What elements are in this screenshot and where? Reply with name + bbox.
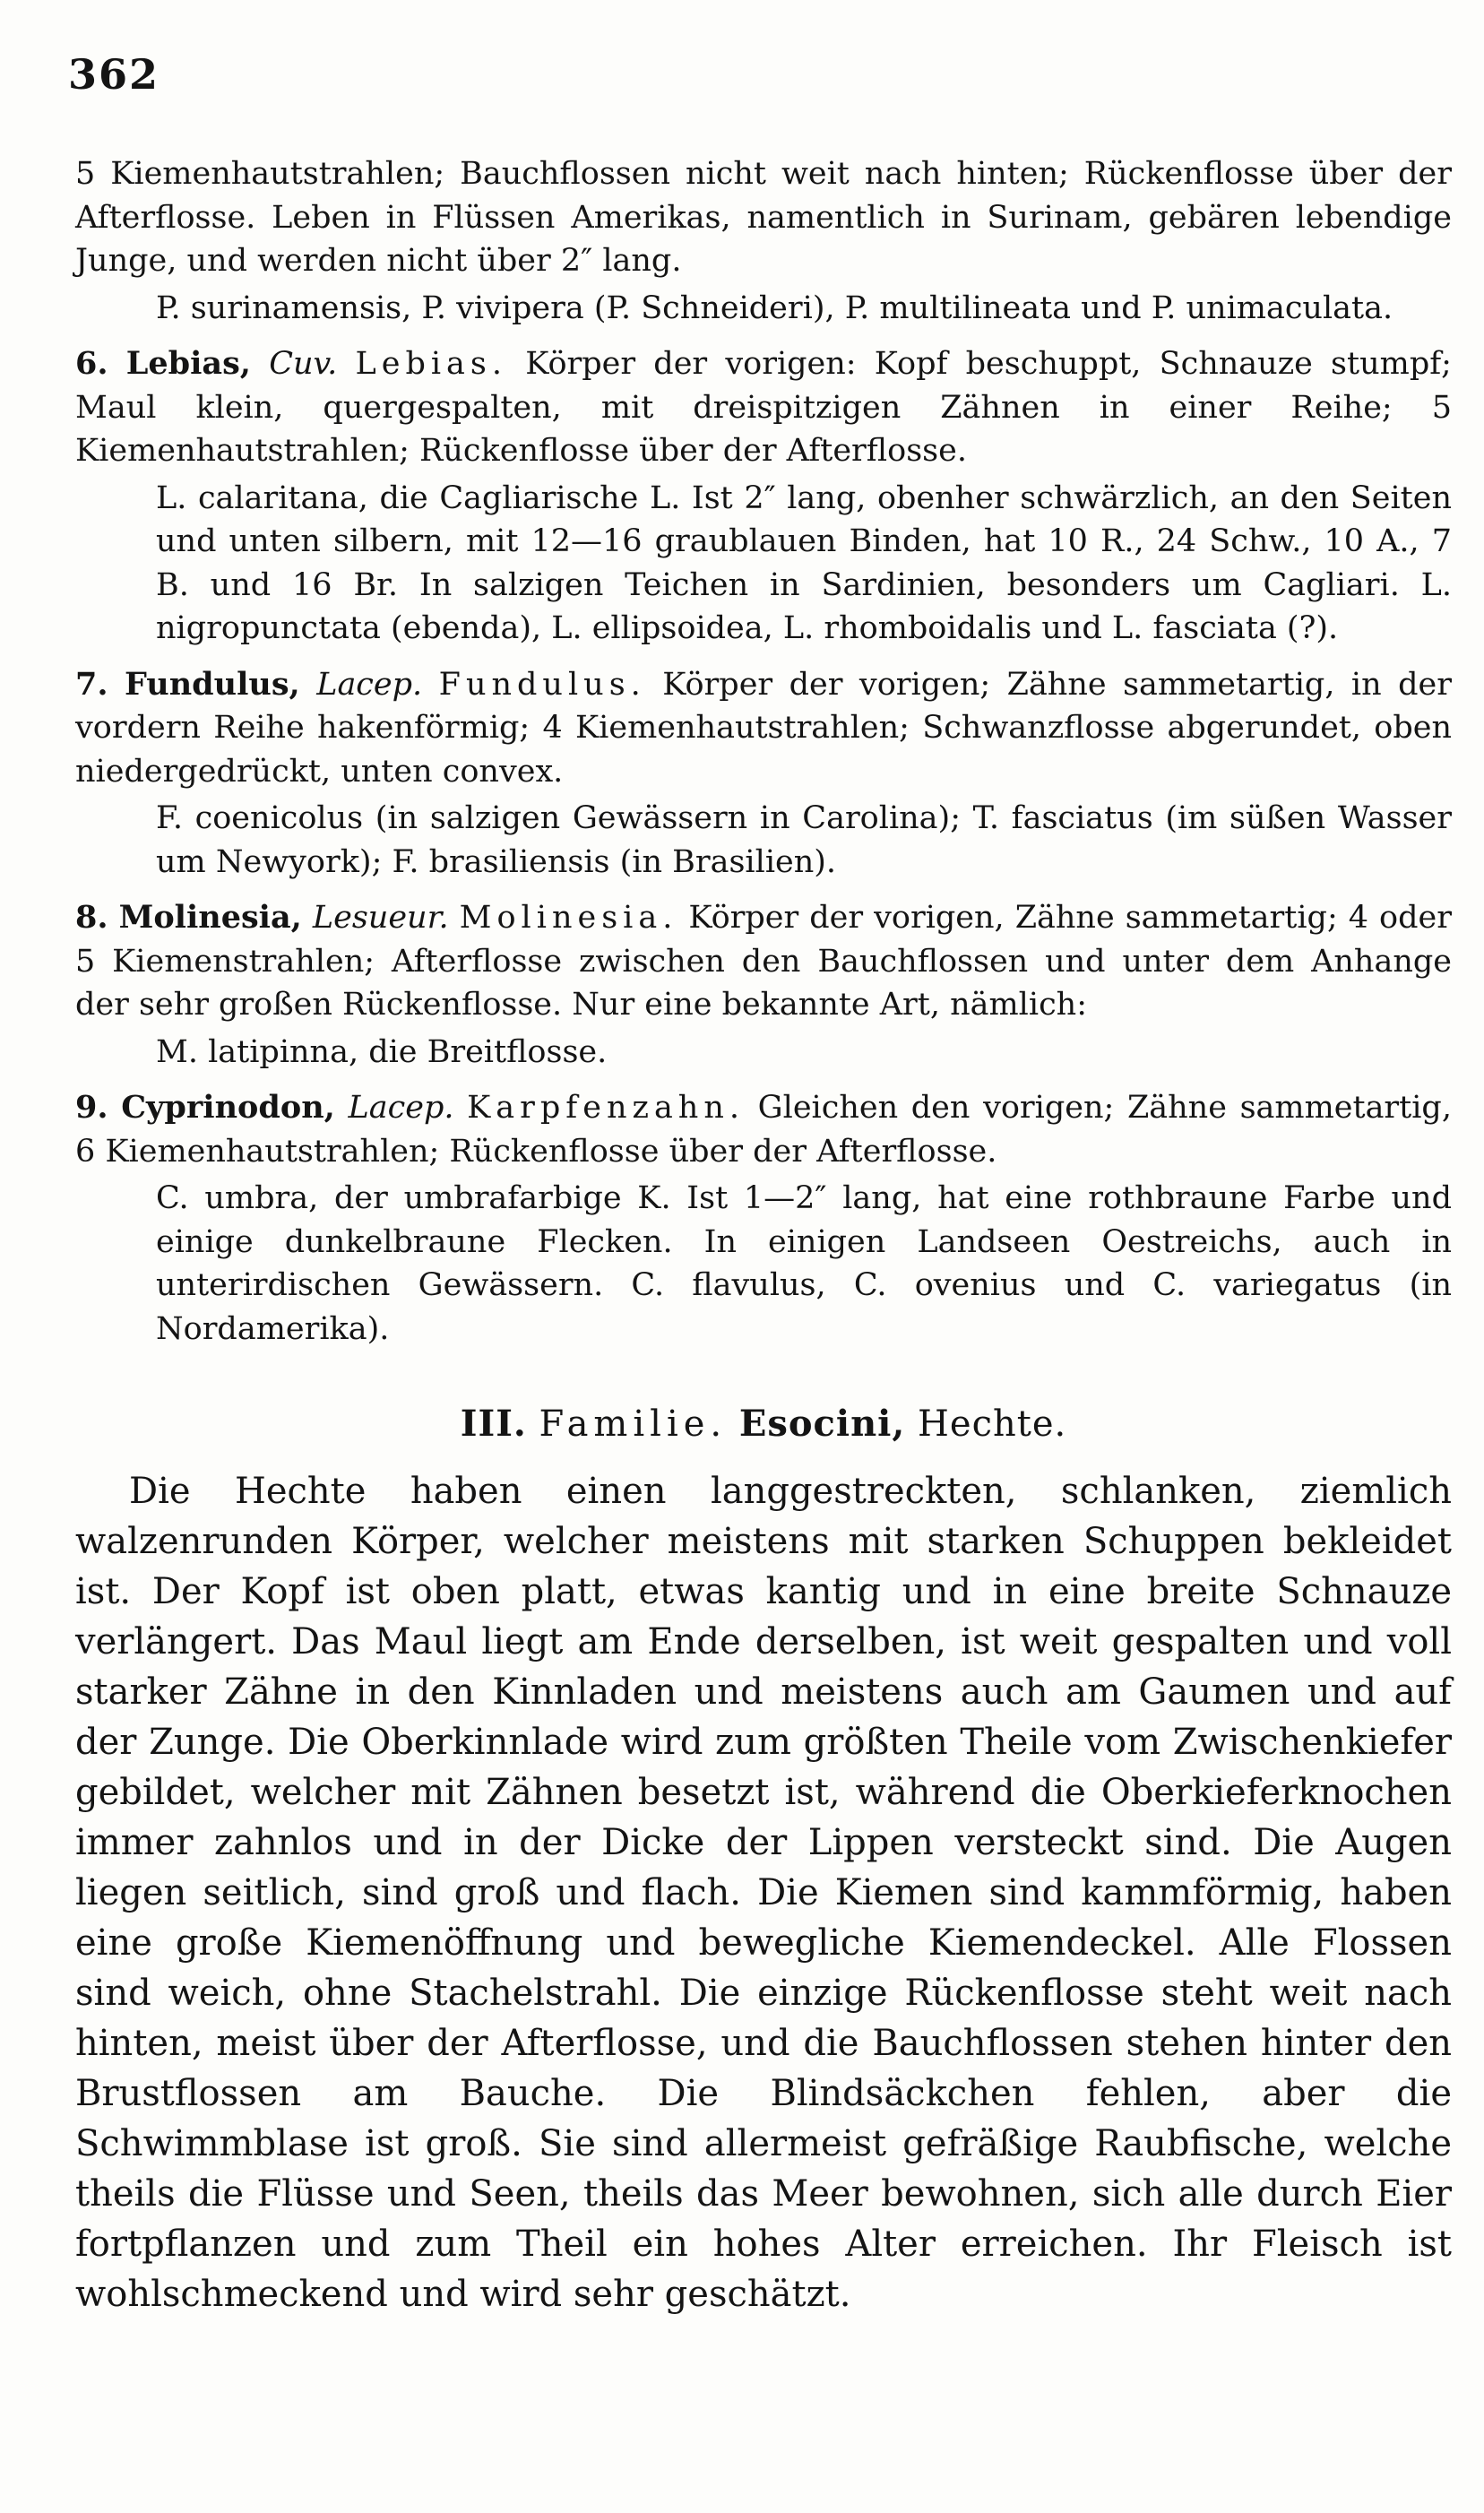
genus-author: Cuv. <box>269 346 338 382</box>
genus-common-name: Molinesia. <box>459 900 678 936</box>
genus-number: 7. <box>75 665 108 703</box>
family-heading <box>75 1403 1452 1446</box>
page-number: 362 <box>68 50 160 99</box>
genus-author: Lacep. <box>316 666 423 703</box>
genus-author: Lesueur. <box>312 900 449 936</box>
genus-number: 6. <box>75 345 108 382</box>
family-number: III. <box>460 1403 527 1445</box>
genus-description: Körper der vorigen: Kopf beschuppt, Schnauze stumpf; Maul klein, quergespalten, mit dreispitzigen Zähnen in einer Reihe; 5 Kiemenhautstrahlen; Rückenflosse über der Afterflosse. <box>75 346 1452 469</box>
genus-number: 8. <box>75 899 108 936</box>
genus-description: Körper der vorigen, Zähne sammetartig; 4 oder 5 Kiemenstrahlen; Afterflosse zwischen den Bauchflossen und unter dem Anhange der sehr großen Rückenflosse. Nur eine bekannte Art, nämlich: <box>75 900 1452 1023</box>
page-body <box>75 152 1452 2319</box>
genus-common-name: Fundulus. <box>438 666 646 703</box>
genus-author: Lacep. <box>348 1090 454 1126</box>
species-list-cyprinodon: C. umbra, der umbrafarbige K. Ist 1—2″ lang, hat eine rothbraune Farbe und einige dunkelbraune Flecken. In einigen Landseen Oestreichs, auch in unterirdischen Gewässern. C. flavulus, C. ovenius und C. variegatus (in Nordamerika). <box>156 1180 1452 1347</box>
species-list-lebias: L. calaritana, die Cagliarische L. Ist 2″ lang, obenher schwärzlich, an den Seiten und unten silbern, mit 12—16 graublauen Binden, hat 10 R., 24 Schw., 10 A., 7 B. und 16 Br. In salzigen Teichen in Sardinien, besonders um Cagliari. L. nigropunctata (ebenda), L. ellipsoidea, L. rhomboidalis und L. fasciata (?). <box>156 479 1452 646</box>
family-word: Familie. <box>539 1403 728 1445</box>
genus-name: Molinesia, <box>118 899 302 936</box>
genus-name: Cyprinodon, <box>121 1089 335 1126</box>
genus-entry-molinesia <box>75 896 1452 1027</box>
genus-name: Fundulus, <box>125 665 300 703</box>
family-description: Die Hechte haben einen langgestreckten, schlanken, ziemlich walzenrunden Körper, welcher meistens mit starken Schuppen bekleidet ist. Der Kopf ist oben platt, etwas kantig und in eine breite Schnauze verlängert. Das Maul liegt am Ende derselben, ist weit gespalten und voll starker Zähne in den Kinnladen und meistens auch am Gaumen und auf der Zunge. Die Oberkinnlade wird zum größten Theile vom Zwischenkiefer gebildet, welcher mit Zähnen besetzt ist, während die Oberkieferknochen immer zahnlos und in der Dicke der Lippen versteckt sind. Die Augen liegen seitlich, sind groß und flach. Die Kiemen sind kammförmig, haben eine große Kiemenöffnung und bewegliche Kiemendeckel. Alle Flossen sind weich, ohne Stachelstrahl. Die einzige Rückenflosse steht weit nach hinten, meist über der Afterflosse, und die Bauchflossen stehen hinter den Brustflossen am Bauche. Die Blindsäckchen fehlen, aber die Schwimmblase ist groß. Sie sind allermeist gefräßige Raubfische, welche theils die Flüsse und Seen, theils das Meer bewohnen, sich alle durch Eier fortpflanzen und zum Theil ein hohes Alter erreichen. Ihr Fleisch ist wohlschmeckend und wird sehr geschätzt. <box>75 1470 1452 2315</box>
genus-entry-lebias <box>75 342 1452 473</box>
paragraph-continuation: 5 Kiemenhautstrahlen; Bauchflossen nicht weit nach hinten; Rückenflosse über der Afterflosse. Leben in Flüssen Amerikas, namentlich in Surinam, gebären lebendige Junge, und werden nicht über 2″ lang. <box>75 156 1452 279</box>
genus-description: Körper der vorigen; Zähne sammetartig, in der vordern Reihe hakenförmig; 4 Kiemenhautstrahlen; Schwanzflosse abgerundet, oben niedergedrückt, unten convex. <box>75 666 1452 790</box>
species-list-molinesia: M. latipinna, die Breitflosse. <box>156 1033 608 1070</box>
species-list-fundulus: F. coenicolus (in salzigen Gewässern in Carolina); T. fasciatus (im süßen Wasser um Newyork); F. brasiliensis (in Brasilien). <box>156 800 1452 880</box>
family-common-name: Hechte. <box>918 1403 1067 1445</box>
genus-common-name: Lebias. <box>355 346 508 382</box>
genus-entry-cyprinodon <box>75 1086 1452 1173</box>
genus-description: Gleichen den vorigen; Zähne sammetartig, 6 Kiemenhautstrahlen; Rückenflosse über der Afterflosse. <box>75 1090 1452 1170</box>
genus-name: Lebias, <box>125 345 251 382</box>
family-name: Esocini, <box>738 1403 906 1445</box>
genus-entry-fundulus <box>75 663 1452 794</box>
species-list-poecilia: P. surinamensis, P. vivipera (P. Schneideri), P. multilineata und P. unimaculata. <box>156 289 1393 326</box>
genus-common-name: Karpfenzahn. <box>467 1090 746 1126</box>
genus-number: 9. <box>75 1089 108 1126</box>
